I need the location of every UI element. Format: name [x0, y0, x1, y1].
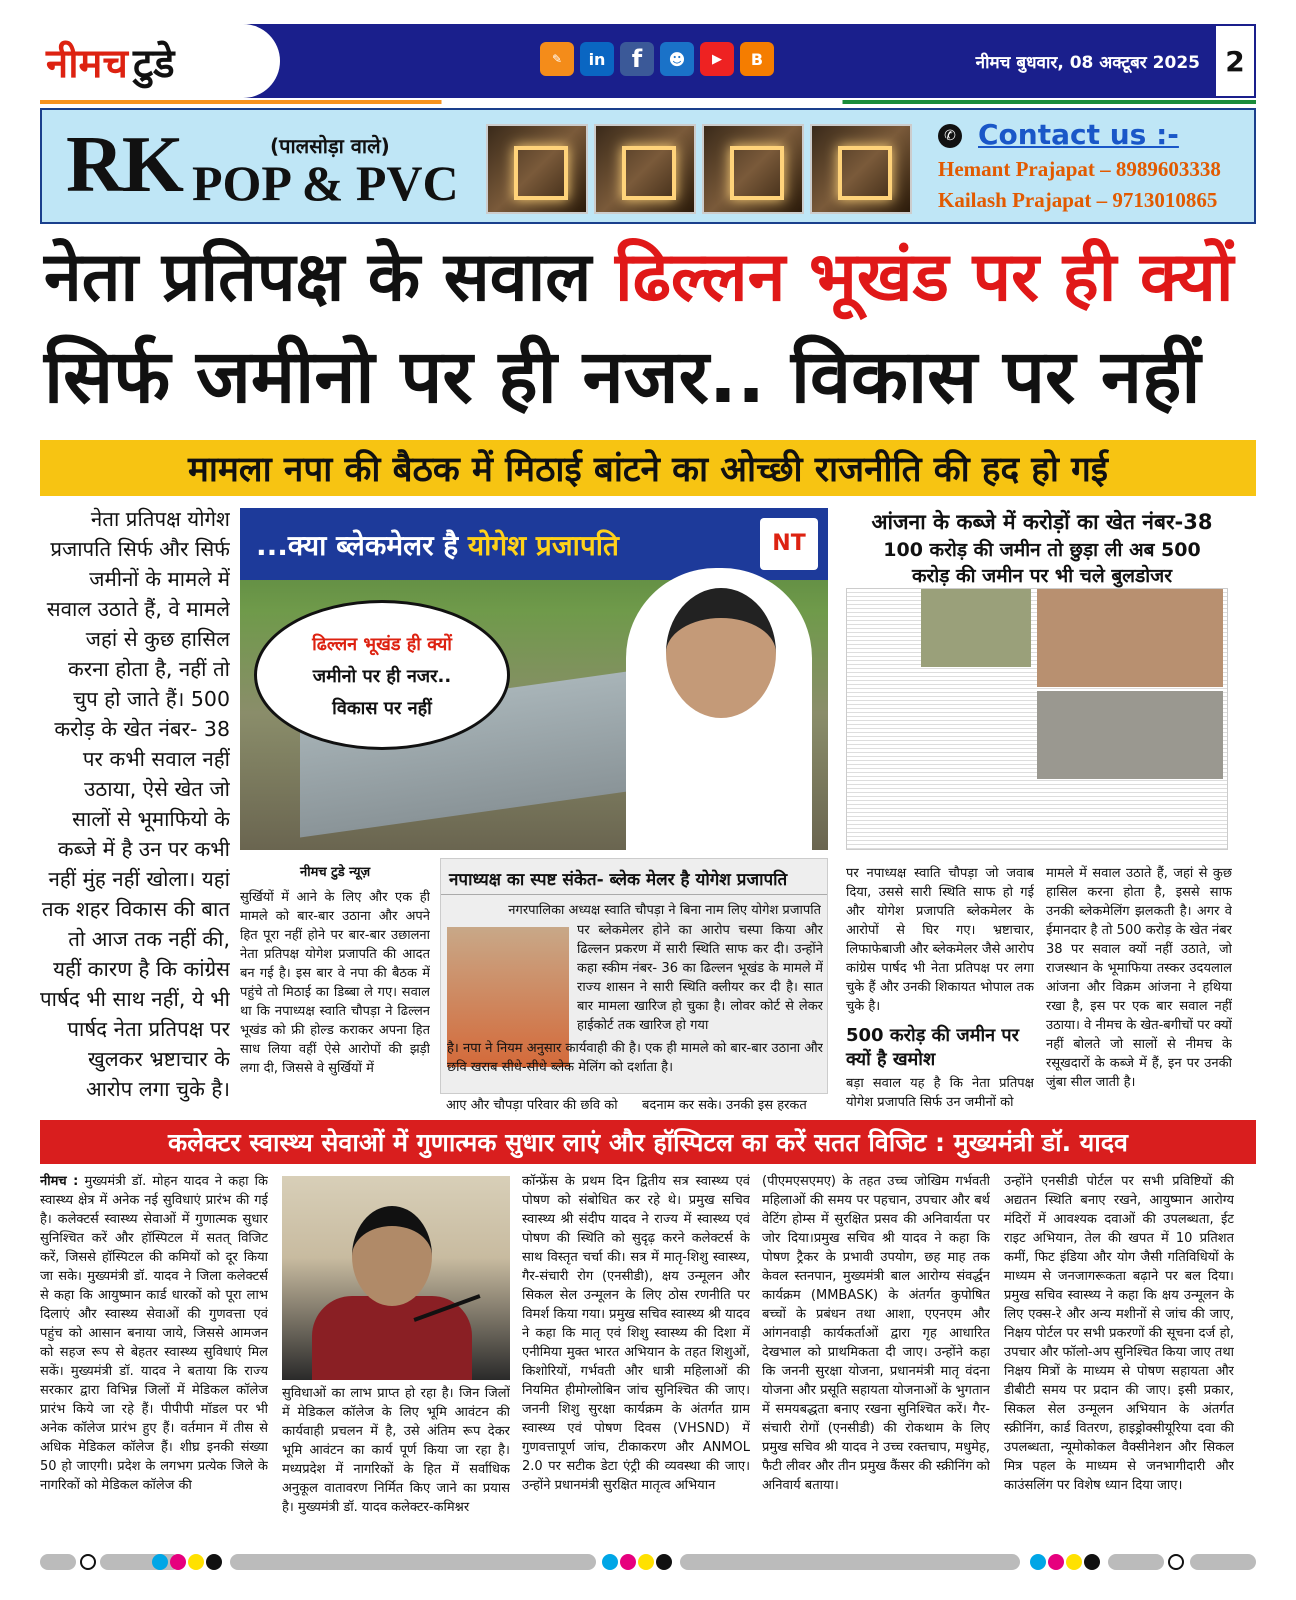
photo-banner-text: ...क्या ब्लेकमेलर है [256, 529, 468, 562]
linkedin-icon[interactable]: in [580, 42, 614, 76]
clipping-image [921, 589, 1031, 667]
strip-bar [680, 1554, 1020, 1570]
headline-red: ढिल्लन भूखंड पर ही क्यों [614, 238, 1234, 317]
bubble-line: ढिल्लन भूखंड ही क्यों [312, 634, 452, 655]
registration-mark-icon [80, 1554, 96, 1570]
black-dot [656, 1554, 672, 1570]
yellow-dot [1066, 1554, 1082, 1570]
article-column: पर नपाध्यक्ष स्वाति चौपड़ा जो जवाब दिया, उससे सारी स्थिति साफ हो गई और योगेश प्रजापति ब्लेकमेलर के आरोपों से घिर गए। भ्रष्टाचार, लिफाफेबाजी और ब्लेकमेलर जैसे आरोप कांग्रेस पार्षद भी नेता प्रतिपक्ष पर लगा चुके हैं और उनकी शिकायत भोपाल तक चुके है। [846, 866, 1034, 1014]
sidebar-box-text: है। नपा ने नियम अनुसार कार्यवाही की है। एक ही मामले को बार-बार उठाना और छवि खराब सीधे-सीधे ब्लेक मेलिंग को दर्शाता है। [447, 1041, 823, 1075]
ceiling-image [486, 124, 588, 214]
facebook-icon[interactable]: f [620, 42, 654, 76]
magenta-dot [620, 1554, 636, 1570]
ad-contact [938, 118, 1258, 213]
advertisement[interactable] [40, 108, 1256, 224]
cm-article-column: (पीएमएसएमए) के तहत उच्च जोखिम गर्भवती महिलाओं की समय पर पहचान, उपचार और बर्थ वेटिंग होम्स में सुरक्षित प्रसव की अनिवार्यता पर जोर दिया।प्रमुख सचिव श्री यादव ने कहा कि पोषण ट्रैकर के प्रभावी उपयोग, छह माह तक केवल स्तनपान, मुख्यमंत्री बाल आरोग्य संवर्द्धन कार्यक्रम (MMBASK) के अंतर्गत कुपोषित बच्चों के प्रबंधन तथा आशा, एएनएम और आंगनवाड़ी कार्यकर्ताओं द्वारा गृह आधारित देखभाल को प्राथमिकता दी जाए। उन्होंने कहा कि जननी सुरक्षा योजना, प्रधानमंत्री मातृ वंदना योजना और प्रसूति सहायता योजनाओं के भुगतान में समयबद्धता बनाए रखना सुनिश्चित करें। गैर-संचारी रोगों (एनसीडी) की रोकथाम के लिए प्रमुख सचिव श्री यादव ने उच्च रक्तचाप, मधुमेह, फैटी लीवर और तीन प्रमुख कैंसर की स्क्रीनिंग को अनिवार्य बताया। [762, 1174, 990, 1493]
ceiling-image [810, 124, 912, 214]
ad-brand-note: (पालसोड़ा वाले) [270, 134, 390, 158]
strip-bar [1190, 1554, 1256, 1570]
registration-mark-icon [1168, 1554, 1184, 1570]
bubble-line: जमीनो पर ही नजर.. [312, 666, 452, 687]
article-column: सुर्खियों में आने के लिए और एक ही मामले को बार-बार उठाना और अपने हित पूरा नहीं होने पर बार-बार उछालना नेता प्रतिपक्ष योगेश प्रजापति की आदत बन गई है। इस बार वे नपा की बैठक में पहुंचे तो मिठाई का डिब्बा ले गए। सवाल था कि नपाध्यक्ष स्वाति चौपड़ा ने ढिल्लन भूखंड को फ्री होल्ड कराकर अपना हित साध लिया वहीं ऐसे आरोपों की झड़ी लगा दी, जिससे वे सुर्खियों में [240, 890, 430, 1076]
sidebar-box-title: नपाध्यक्ष का स्पष्ट संकेत- ब्लेक मेलर है योगेश प्रजापति [441, 859, 827, 895]
headline-strap: मामला नपा की बैठक में मिठाई बांटने का ओच्छी राजनीति की हद हो गई [40, 440, 1256, 496]
page-number: 2 [1214, 24, 1256, 98]
ad-brand [66, 120, 182, 211]
right-title-line: आंजना के कब्जे में करोड़ों का खेत नंबर-38 [871, 510, 1213, 534]
magenta-dot [170, 1554, 186, 1570]
yellow-dot [638, 1554, 654, 1570]
right-title-line: 100 करोड़ की जमीन तो छुड़ा ली अब 500 [883, 539, 1201, 561]
ad-contact-line[interactable]: Kailash Prajapat – 9713010865 [938, 188, 1218, 212]
strip-bar [1108, 1554, 1164, 1570]
youtube-icon[interactable]: ▶ [700, 42, 734, 76]
article-column: मामले में सवाल उठाते हैं, जहां से कुछ हासिल करना होता है, इससे साफ उनकी ब्लेकमेलिंग झलकती है। अगर वे ईमानदार है तो 500 करोड़ के खेत नंबर 38 पर सवाल क्यों नहीं उठाते, जो राजस्थान के भूमाफिया तस्कर उदयलाल आंजना और विक्रम आंजना ने हथिया रखा है, इस पर एक बार सवाल नहीं उठाया। वे नीमच के खेत-बगीचों पर क्यों नहीं बोलते जो सालों से नीमच के रसूखदारों के कब्जे में हैं, इन पर उनकी जुंबा सील जाती है। [1046, 866, 1232, 1090]
phone-icon: ✆ [938, 124, 962, 148]
cm-column-text: मुख्यमंत्री डॉ. मोहन यादव ने कहा कि स्वास्थ्य क्षेत्र में अनेक नई सुविधाएं प्रारंभ की गई है। कलेक्टर्स स्वास्थ्य सेवाओं में गुणात्मक सुधार सुनिश्चित करें और हॉस्पिटल में सतत् विजिट करें, जिससे हॉस्पिटल की कमियों को दूर किया जा सके। मुख्यमंत्री डॉ. यादव ने जिला कलेक्टर्स से कहा कि आयुष्मान कार्ड धारकों को पूरा लाभ दिलाएं और स्वास्थ्य सेवाओं की गुणवत्ता एवं पहुंच को आसान बनाया जाये, जिससे आमजन को सहज रूप से बेहतर स्वास्थ्य सुविधाएं मिल सकें। मुख्यमंत्री डॉ. यादव ने बताया कि राज्य सरकार द्वारा विभिन्न जिलों में मेडिकल कॉलेज प्रारंभ किये जा रहे हैं। पीपीपी मॉडल पर भी अनेक कॉलेज प्रारंभ हुए हैं। वर्तमान में तीस से अधिक मेडिकल कॉलेज हैं। शीघ्र इनकी संख्या 50 हो जाएगी। प्रदेश के लगभग प्रत्येक जिले के नागरिकों को मेडिकल कॉलेज की [40, 1174, 268, 1493]
sidebar-box-text: पर ब्लेकमेलर होने का आरोप चस्पा किया और ढिल्लन प्रकरण में सारी स्थिति साफ कर दी। उन्होंने कहा स्कीम नंबर- 36 का ढिल्लन भूखंड के मामले में राज्य शासन ने सारी स्थिति क्लीयर कर दी है। सात बार मामला खारिज हो चुका है। लोवर कोर्ट से लेकर हाईकोर्ट तक खारिज हो गया [577, 923, 823, 1033]
logo-part1: नीमच [46, 41, 128, 87]
left-column-text: नेता प्रतिपक्ष योगेश प्रजापति सिर्फ और सिर्फ जमीनों के मामले में सवाल उठाते हैं, वे मामले जहां से कुछ हासिल करना होता है, नहीं तो चुप हो जाते हैं। 500 करोड़ के खेत नंबर- 38 पर कभी सवाल नहीं उठाया, ऐसे खेत जो सालों से भूमाफियो के कब्जे में है उन पर कभी नहीं मुंह नहीं खोला। यहां तक शहर विकास की बात तो आज तक नहीं की, यहीं कारण है कि कांग्रेस पार्षद भी साथ नहीं, ये भी पार्षद नेता प्रतिपक्ष पर खुलकर भ्रष्टाचार के आरोप लगा चुके है। [40, 507, 230, 1101]
clipping-image [1037, 691, 1223, 779]
newspaper-logo[interactable] [40, 24, 280, 98]
logo-part2: टुडे [132, 41, 175, 87]
issue-date: नीमच बुधवार, 08 अक्टूबर 2025 [975, 53, 1200, 73]
person-head [666, 588, 776, 718]
main-headline-line2: सिर्फ जमीनो पर ही नजर.. विकास पर नहीं [44, 334, 1201, 420]
right-article-title [846, 508, 1238, 588]
article-line: बदनाम कर सके। उनकी इस हरकत [642, 1098, 807, 1113]
cm-article-column [40, 1172, 268, 1516]
dateline: नीमच : [40, 1174, 79, 1189]
ad-contact-line[interactable]: Hemant Prajapat – 8989603338 [938, 157, 1221, 181]
ceiling-image [702, 124, 804, 214]
cyan-dot [1030, 1554, 1046, 1570]
sidebar-box-intro: नगरपालिका अध्यक्ष स्वाति चौपड़ा ने बिना नाम लिए योगेश प्रजापति [508, 903, 821, 918]
main-headline-line1 [44, 236, 1254, 320]
article-subhead: 500 करोड़ की जमीन पर क्यों है खमोश [846, 1025, 1019, 1070]
lead-photo [240, 508, 828, 850]
strip-bar [100, 1554, 180, 1570]
ad-contact-title: Contact us :- [978, 118, 1179, 151]
cm-article-column: कॉन्फ्रेंस के प्रथम दिन द्वितीय सत्र स्वास्थ्य एवं पोषण को संबोधित कर रहे थे। प्रमुख सचिव स्वास्थ्य श्री संदीप यादव ने राज्य में स्वास्थ्य एवं पोषण की स्थिति को सुदृढ़ करने कलेक्टर्स के साथ विस्तृत चर्चा की। सत्र में मातृ-शिशु स्वास्थ्य, गैर-संचारी रोग (एनसीडी), क्षय उन्मूलन और सिकल सेल उन्मूलन के लिए ठोस रणनीति पर विमर्श किया गया। प्रमुख सचिव स्वास्थ्य श्री यादव ने कहा कि मातृ एवं शिशु स्वास्थ्य की दिशा में एनीमिया मुक्त भारत अभियान के तहत शिशुओं, किशोरियों, गर्भवती और धात्री महिलाओं की नियमित हीमोग्लोबिन जांच सुनिश्चित की जाए। जननी शिशु सुरक्षा कार्यक्रम के अंतर्गत ग्राम स्वास्थ्य एवं पोषण दिवस (VHSND) में गुणवत्तापूर्ण जांच, टीकाकरण और ANMOL 2.0 पर सटीक डेटा एंट्री की व्यवस्था की जाए। उन्होंने प्रधानमंत्री सुरक्षित मातृत्व अभियान [522, 1174, 750, 1493]
print-color-strip [40, 1554, 1256, 1570]
cyan-dot [152, 1554, 168, 1570]
byline: नीमच टुडे न्यूज़ [300, 865, 371, 880]
black-dot [206, 1554, 222, 1570]
ad-images [486, 124, 912, 214]
cm-article-column: सुविधाओं का लाभ प्राप्त हो रहा है। जिन जिलों में मेडिकल कॉलेज के लिए भूमि आवंटन की कार्यवाही प्रचलन में है, उसे अंतिम रूप देकर भूमि आवंटन का कार्य पूर्ण किया जा रहा है। मध्यप्रदेश में नागरिकों के हित में सर्वाधिक अनुकूल वातावरण निर्मित किए जाने का प्रयास है। मुख्यमंत्री डॉ. यादव कलेक्टर-कमिश्नर [282, 1386, 510, 1515]
cm-headline: कलेक्टर स्वास्थ्य सेवाओं में गुणात्मक सुधार लाएं और हॉस्पिटल का करें सतत विजिट : मुख्यमंत्री डॉ. यादव [40, 1120, 1256, 1164]
cm-face [352, 1206, 432, 1306]
photo-banner-name: योगेश प्रजापति [467, 529, 620, 562]
yellow-dot [188, 1554, 204, 1570]
blog-icon[interactable]: ✎ [540, 42, 574, 76]
bubble-line: विकास पर नहीं [332, 698, 432, 719]
masthead [40, 24, 1256, 98]
strip-bar [230, 1554, 596, 1570]
article-line: आए और चौपड़ा परिवार की छवि को [446, 1098, 618, 1113]
cm-article-column: उन्होंने एनसीडी पोर्टल पर सभी प्रविष्टियों की अद्यतन स्थिति बनाए रखने, आयुष्मान आरोग्य मंदिरों में आवश्यक दवाओं की उपलब्धता, ईट राइट अभियान, तेल की खपत में 10 प्रतिशत कमीं, फिट इंडिया और योग जैसी गतिविधियों के माध्यम से जनजागरूकता बढ़ाने पर बल दिया।प्रमुख सचिव स्वास्थ्य ने कहा कि क्षय उन्मूलन के लिए एक्स-रे और अन्य मशीनों से जांच की जाए, निक्षय पोर्टल पर सभी प्रकरणों की सूचना दर्ज हो, उपचार और फॉलो-अप सुनिश्चित किया जाए तथा निक्षय मित्रों के माध्यम से पोषण सहायता और डीबीटी समय पर प्रदान की जाए। इसी प्रकार, सिकल सेल उन्मूलन अभियान के अंतर्गत स्क्रीनिंग, कार्ड वितरण, हाइड्रोक्सीयूरिया दवा की उपलब्धता, न्यूमोकोकल वैक्सीनेशन और सिकल मित्र पहल के माध्यम से जनभागीदारी और काउंसलिंग पर विशेष ध्यान दिया जाए। [1004, 1174, 1234, 1493]
tricolor-divider [40, 100, 1256, 104]
clipping-image [1037, 589, 1223, 687]
cyan-dot [602, 1554, 618, 1570]
person-photo [626, 568, 812, 850]
cm-photo [282, 1176, 510, 1380]
magenta-dot [1048, 1554, 1064, 1570]
black-dot [1084, 1554, 1100, 1570]
blogger-icon[interactable]: B [740, 42, 774, 76]
nt-logo: NT [760, 518, 818, 570]
ad-brand-name: POP & PVC [192, 155, 459, 211]
newspaper-clipping [846, 588, 1228, 850]
strip-bar [40, 1554, 76, 1570]
ceiling-image [594, 124, 696, 214]
ad-brand-short: RK [66, 121, 182, 209]
group-icon[interactable]: ☻ [660, 42, 694, 76]
speech-bubble [254, 600, 510, 750]
article-column: बड़ा सवाल यह है कि नेता प्रतिपक्ष योगेश प्रजापति सिर्फ उन जमीनों को [846, 1076, 1034, 1110]
social-icons [540, 42, 774, 76]
sidebar-box [440, 858, 828, 1094]
headline-black: नेता प्रतिपक्ष के सवाल [44, 238, 615, 317]
right-title-line: करोड़ की जमीन पर भी चले बुलडोजर [911, 565, 1173, 587]
